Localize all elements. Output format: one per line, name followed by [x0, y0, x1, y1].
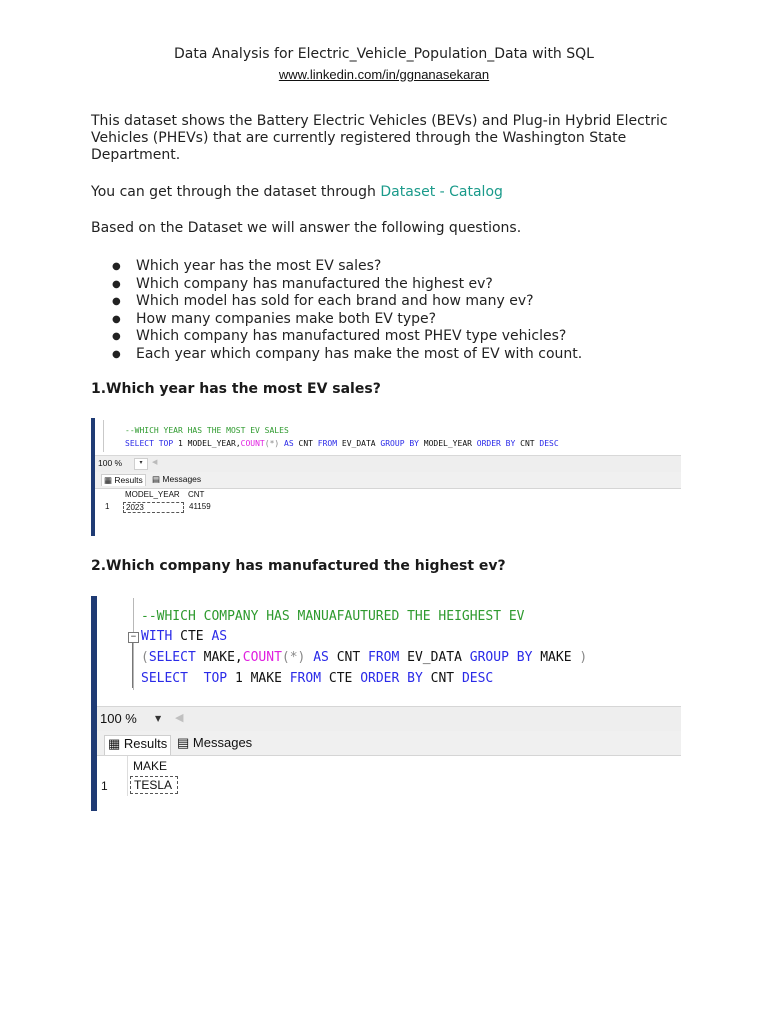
grid-icon: ▦ — [108, 736, 121, 751]
messages-icon: ▤ — [152, 474, 161, 484]
grid-divider — [127, 756, 129, 796]
dataset-paragraph — [91, 184, 681, 201]
section-heading-1: 1.Which year has the most EV sales? — [91, 381, 381, 397]
column-header: MODEL_YEAR — [125, 490, 180, 499]
chevron-down-icon[interactable]: ▾ — [134, 458, 148, 470]
sql-line-subquery: (SELECT MAKE,COUNT(*) AS CNT FROM EV_DATA GROUP BY MAKE ) — [141, 650, 588, 665]
list-item: ● Which year has the most EV sales? — [91, 258, 582, 276]
chevron-down-icon[interactable]: ▼ — [155, 714, 162, 723]
zoom-level[interactable]: 100 % — [98, 458, 123, 468]
grid-icon: ▦ — [104, 475, 113, 485]
list-item: ● Each year which company has make the most of EV with count. — [91, 346, 582, 364]
results-grid — [97, 756, 681, 811]
tab-messages[interactable]: ▤ Messages — [152, 474, 202, 484]
tab-results[interactable]: ▦ Results — [101, 474, 146, 486]
scroll-left-icon[interactable]: ◀ — [152, 458, 158, 466]
sql-line-select: SELECT TOP 1 MAKE FROM CTE ORDER BY CNT DESC — [141, 671, 494, 686]
query-screenshot-1 — [91, 418, 681, 536]
row-number: 1 — [105, 502, 110, 511]
list-item: ● Which company has manufactured the highest ev? — [91, 276, 582, 294]
dataset-text: You can get through the dataset through — [91, 184, 381, 200]
linkedin-link[interactable]: www.linkedin.com/in/ggnanasekaran — [278, 67, 490, 82]
list-item: ● Which model has sold for each brand and how many ev? — [91, 293, 582, 311]
table-cell-selected[interactable]: 2023 — [123, 502, 184, 513]
sql-line-with: WITH CTE AS — [141, 629, 228, 644]
sql-comment: --WHICH YEAR HAS THE MOST EV SALES — [125, 426, 289, 435]
messages-icon: ▤ — [177, 735, 190, 750]
zoom-level[interactable]: 100 % — [100, 711, 137, 726]
document-title: Data Analysis for Electric_Vehicle_Population_Data with SQL — [174, 46, 594, 62]
section-heading-2: 2.Which company has manufactured the highest ev? — [91, 558, 506, 574]
editor-gutter — [103, 420, 105, 452]
row-number: 1 — [101, 779, 108, 793]
tab-results[interactable]: ▦ Results — [104, 735, 171, 755]
tab-messages[interactable]: ▤ Messages — [177, 735, 253, 750]
results-grid — [95, 488, 681, 536]
dataset-catalog-link[interactable]: Dataset - Catalog — [380, 184, 503, 200]
column-header: MAKE — [133, 759, 168, 773]
scroll-left-icon[interactable]: ◀ — [175, 711, 184, 724]
result-tabs — [95, 472, 681, 489]
query-screenshot-2 — [91, 596, 681, 811]
intro-paragraph: This dataset shows the Battery Electric Vehicles (BEVs) and Plug-in Hybrid Electric Vehicles (PHEVs) that are currently registered through the Washington State Department. — [91, 113, 668, 163]
sql-query: SELECT TOP 1 MODEL_YEAR,COUNT(*) AS CNT FROM EV_DATA GROUP BY MODEL_YEAR ORDER BY CNT DESC — [125, 439, 559, 448]
collapse-toggle[interactable]: − — [128, 632, 139, 643]
column-header: CNT — [188, 490, 205, 499]
result-tabs — [97, 731, 681, 756]
sql-comment: --WHICH COMPANY HAS MANUAFAUTURED THE HEIGHEST EV — [141, 609, 525, 624]
zoom-bar — [95, 455, 681, 472]
zoom-bar — [97, 706, 681, 731]
list-item: ● How many companies make both EV type? — [91, 311, 582, 329]
questions-list — [91, 258, 582, 363]
table-cell[interactable]: 41159 — [189, 502, 211, 511]
collapse-guide-line — [132, 643, 134, 688]
list-item: ● Which company has manufactured most PHEV type vehicles? — [91, 328, 582, 346]
based-on-paragraph: Based on the Dataset we will answer the following questions. — [91, 220, 522, 236]
table-cell-selected[interactable]: TESLA — [130, 776, 178, 794]
